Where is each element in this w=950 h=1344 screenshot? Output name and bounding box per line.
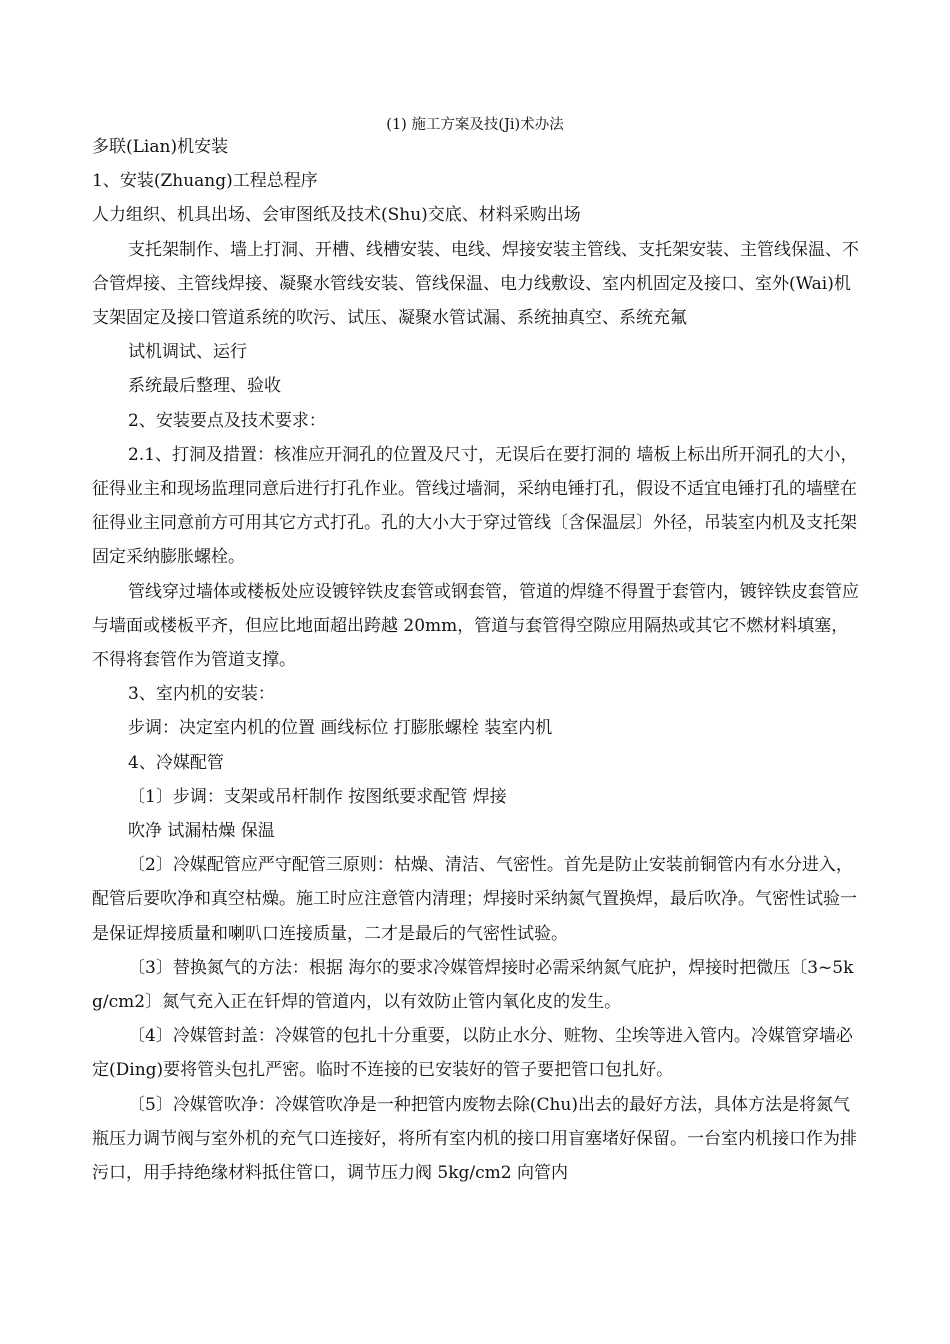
paragraph-process: 支托架制作、墙上打洞、开槽、线槽安装、电线、焊接安装主管线、支托架安装、主管线保温、不合管焊接、主管线焊接、凝聚水管线安装、管线保温、电力线敷设、室内机固定及接口、室外(Wai)机支架固定及接口管道系统的吹污、试压、凝聚水管试漏、系统抽真空、系统充氟 [92, 239, 859, 329]
paragraph-step-4: 4、冷媒配管 [128, 752, 224, 773]
paragraph-step-3: 3、室内机的安装： [128, 684, 275, 705]
paragraph-prep: 人力组织、机具出场、会审图纸及技术(Shu)交底、材料采购出场 [92, 205, 581, 226]
paragraph-test-run: 试机调试、运行 [128, 342, 247, 363]
paragraph-4-2: 〔2〕冷媒配管应严守配管三原则：枯燥、清洁、气密性。首先是防止安装前铜管内有水分进入，配管后要吹净和真空枯燥。施工时应注意管内清理；焊接时采纳氮气置换焊，最后吹净。气密性试验一是保证焊接质量和喇叭口连接质量，二才是最后的气密性试验。 [92, 855, 857, 944]
paragraph-step-2: 2、安装要点及技术要求： [128, 410, 326, 431]
paragraph-sleeve: 管线穿过墙体或楼板处应设镀锌铁皮套管或钢套管，管道的焊缝不得置于套管内，镀锌铁皮套管应与墙面或楼板平齐，但应比地面超出跨越 20mm，管道与套管得空隙应用隔热或其它不燃材料填塞，不得将套管作为管道支撑。 [92, 581, 859, 671]
paragraph-4-3: 〔3〕替换氮气的方法：根据 海尔的要求冷媒管焊接时必需采纳氮气庇护，焊接时把微压〔3~5kg/cm2〕氮气充入正在钎焊的管道内，以有效防止管内氧化皮的发生。 [92, 957, 854, 1013]
paragraph-4-4: 〔4〕冷媒管封盖：冷媒管的包扎十分重要，以防止水分、赃物、尘埃等进入管内。冷媒管穿墙必定(Ding)要将管头包扎严密。临时不连接的已安装好的管子要把管口包扎好。 [92, 1026, 853, 1081]
paragraph-acceptance: 系统最后整理、验收 [128, 376, 281, 397]
paragraph-title: 多联(Lian)机安装 [92, 137, 229, 157]
paragraph-4-5: 〔5〕冷媒管吹净：冷媒管吹净是一种把管内废物去除(Chu)出去的最好方法，具体方法是将氮气瓶压力调节阀与室外机的充气口连接好，将所有室内机的接口用盲塞堵好保留。一台室内机接口作为排污口，用手持绝缘材料抵住管口，调节压力阀 5kg/cm2 向管内 [92, 1094, 857, 1184]
paragraph-indoor-steps: 步调：决定室内机的位置 画线标位 打膨胀螺栓 装室内机 [128, 718, 553, 739]
section-heading: (1) 施工方案及技(Ji)术办法 [386, 117, 564, 133]
paragraph-4-1: 〔1〕步调：支架或吊杆制作 按图纸要求配管 焊接 [128, 786, 507, 807]
document-body [92, 130, 864, 1190]
paragraph-step-1: 1、安装(Zhuang)工程总程序 [92, 171, 318, 192]
paragraph-4-1-cont: 吹净 试漏枯燥 保温 [128, 821, 275, 842]
paragraph-2-1: 2.1、打洞及措置：核准应开洞孔的位置及尺寸，无误后在要打洞的 墙板上标出所开洞孔的大小，征得业主和现场监理同意后进行打孔作业。管线过墙洞，采纳电锤打孔，假设不适宜电锤打孔的墙壁在征得业主同意前方可用其它方式打孔。孔的大小大于穿过管线〔含保温层〕外径，吊装室内机及支托架固定采纳膨胀螺栓。 [92, 444, 858, 568]
